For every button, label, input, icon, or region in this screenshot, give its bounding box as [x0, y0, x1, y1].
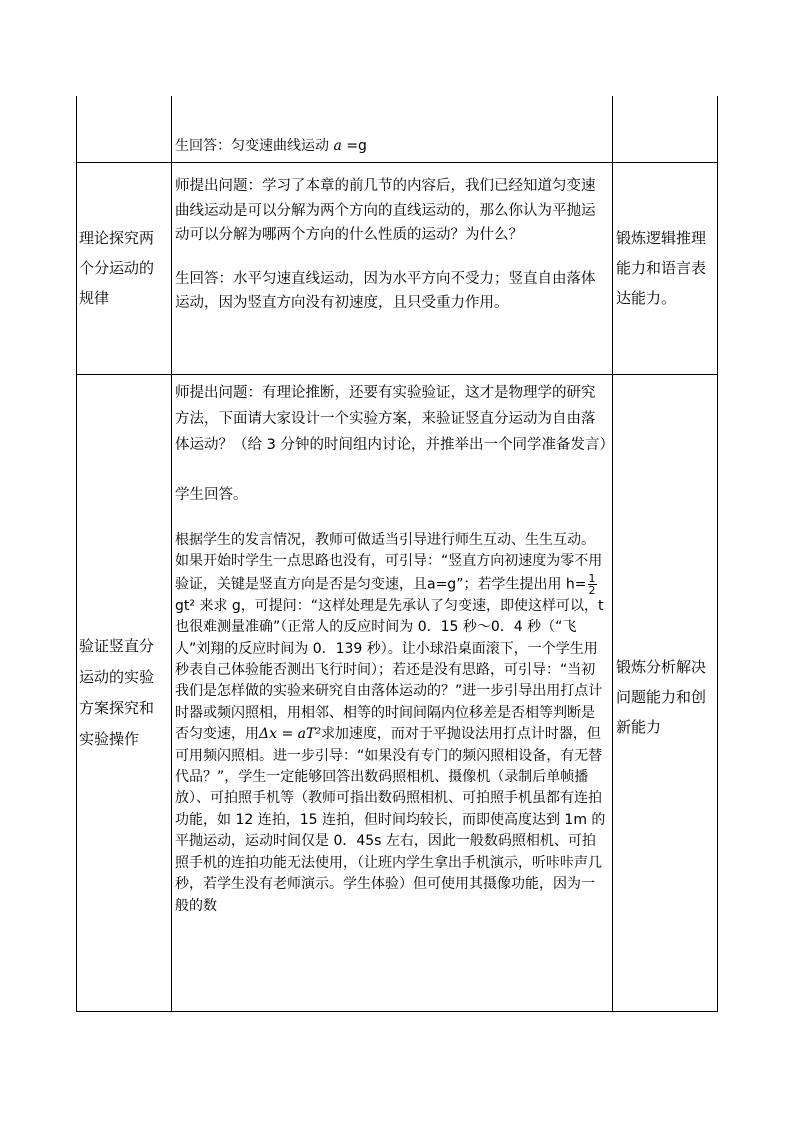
- row3-student-answer: 学生回答。: [175, 487, 248, 503]
- row3-guidance-paragraph: [175, 530, 608, 917]
- row2-content-cell: [175, 174, 608, 316]
- row3-topic: 验证竖直分运动的实验方案探究和实验操作: [79, 636, 155, 748]
- row2-goal: 锻炼逻辑推理能力和语言表达能力。: [616, 229, 707, 307]
- guidance-text-a: 根据学生的发言情况，教师可做适当引导进行师生互动、生生互动。如果开始时学生一点思路也没有，可引导：“竖直方向初速度为零不用验证，关键是竖直方向是否是匀变速，且a=g”；若学生提出用 h=: [175, 532, 603, 593]
- row2-topic-cell: [79, 163, 167, 373]
- formula-equals-g: =g: [341, 138, 367, 154]
- formula-variable-a: a: [333, 138, 342, 154]
- row3-teacher-question: 师提出问题：有理论推断，还要有实验验证，这才是物理学的研究方法，下面请大家设计一个实验方案，来验证竖直分运动为自由落体运动？（给 3 分钟的时间组内讨论，并推举出一个同学准备发言）: [175, 385, 614, 453]
- table-border-col1: [171, 96, 172, 1011]
- guidance-text-b: gt² 来求 g，可提问：“这样处理是先承认了匀变速，即使这样可以，t 也很难测量准确”（正常人的反应时间为 0．15 秒～0．4 秒（“飞人”刘翔的反应时间为 0．139 秒）。让小球沿桌面滚下，一个学生用秒表自己体验能否测出飞行时间）；若还是没有思路，可引导：“当初我们是怎样做的实验来研究自由落体运动的？”进一步引导出用打点计时器或频闪照相，用相邻、相等的时间间隔内位移差是否相等判断是否匀变速，用: [175, 597, 604, 743]
- row2-goal-cell: [616, 163, 714, 373]
- row2-student-answer: 生回答：水平匀速直线运动，因为水平方向不受力；竖直自由落体运动，因为竖直方向没有初速度，且只受重力作用。: [175, 270, 596, 311]
- fraction-numerator: 1: [588, 571, 596, 585]
- row1-student-answer: [175, 134, 608, 158]
- table-border-bottom: [76, 1011, 718, 1012]
- row1-content-cell: [175, 134, 608, 158]
- row3-goal: 锻炼分析解决问题能力和创新能力: [616, 658, 707, 736]
- table-border-col2: [612, 96, 613, 1011]
- row2-topic: 理论探究两个分运动的规律: [79, 229, 155, 307]
- row3-content-cell: [175, 380, 614, 917]
- row3-topic-cell: [79, 375, 167, 1010]
- row2-teacher-question: 师提出问题：学习了本章的前几节的内容后，我们已经知道匀变速曲线运动是可以分解为两个方向的直线运动的，那么你认为平抛运动可以分解为哪两个方向的什么性质的运动？为什么？: [175, 178, 596, 243]
- table-border-left: [76, 96, 77, 1011]
- table-row-divider-2: [76, 374, 718, 375]
- delta-x-formula: Δx = aT²: [259, 726, 321, 743]
- row3-goal-cell: [616, 652, 714, 742]
- student-answer-label: 生回答：匀变速曲线运动: [175, 138, 329, 154]
- guidance-text-c: 求加速度，而对于平抛设法用打点计时器，但可用频闪照相。进一步引导：“如果没有专门的频闪照相设备，有无替代品？”，学生一定能够回答出数码照相机、摄像机（录制后单帧播放）、可拍照手机等（教师可指出数码照相机、可拍照手机虽都有连拍功能，如 12 连拍，15 连拍，但时间均较长，而即使高度达到 1m 的平抛运动，运动时间仅是 0．45s 左右，因此一般数码照相机、可拍照手机的连拍功能无法使用，（让班内学生拿出手机演示，听咔咔声几秒，若学生没有老师演示。学生体验）但可使用其摄像功能，因为一般的数: [175, 726, 606, 914]
- fraction-denominator: 2: [588, 583, 596, 597]
- fraction-one-half: [588, 573, 597, 596]
- table-border-right: [717, 96, 718, 1011]
